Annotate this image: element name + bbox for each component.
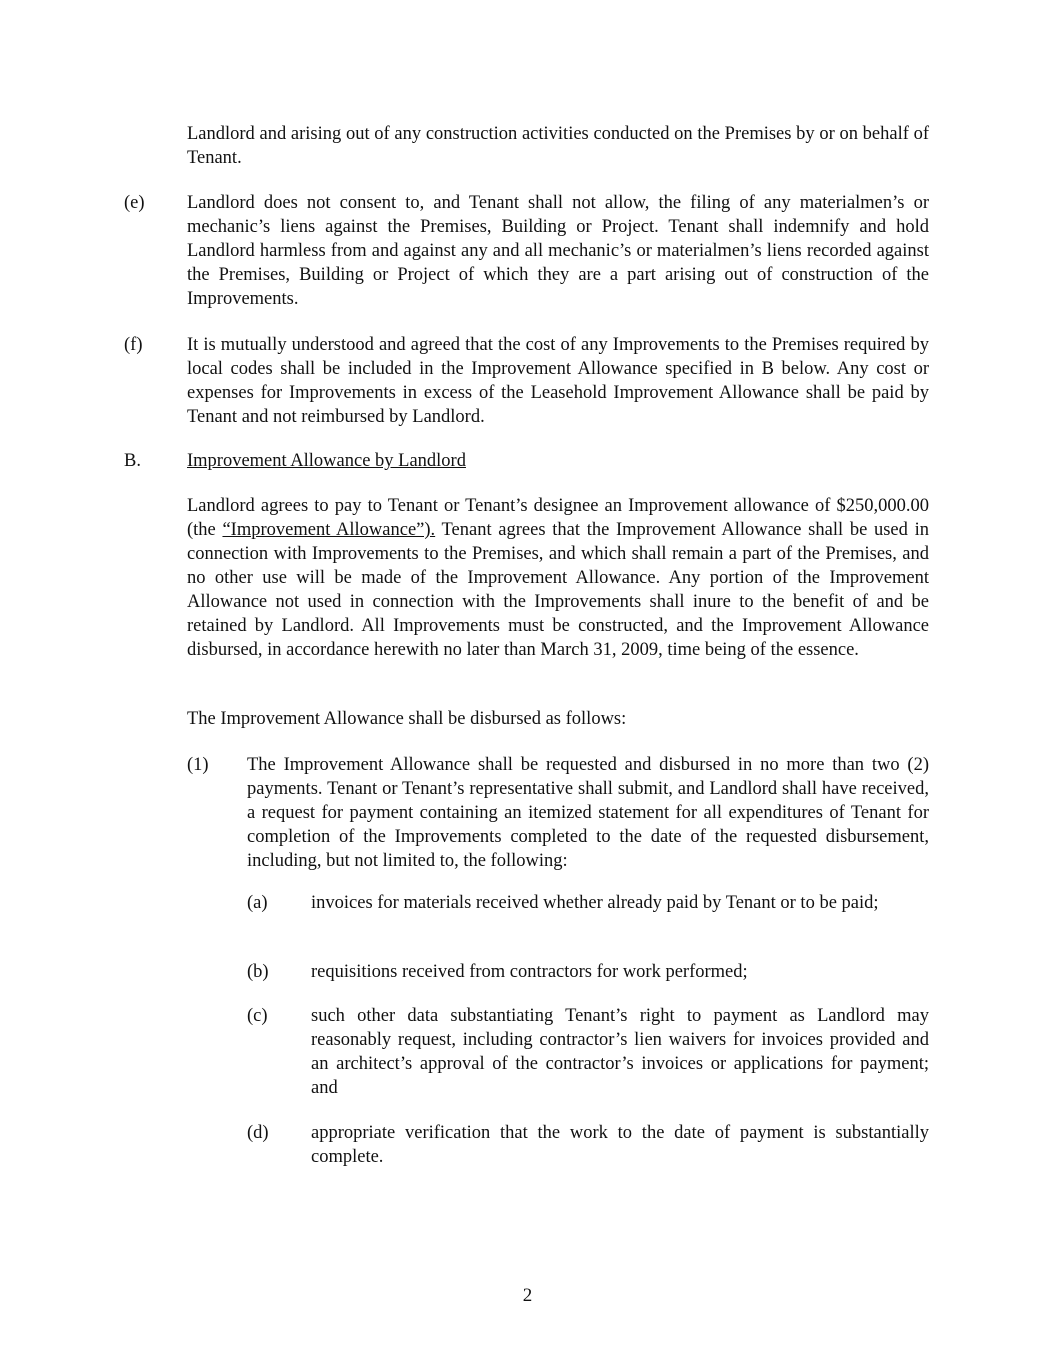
item-e-text: Landlord does not consent to, and Tenant shall not allow, the filing of any materialmen’s or mechanic’s liens against the Premises, Building or Project. Tenant shall indemnify and hold Landlord harmless from and against any and all mechanic’s or materialmen’s liens recorded against the Premises, Building or Project of which they are a part arising out of construction of the Improvements.	[187, 193, 929, 309]
sub-item-b-label: (b)	[247, 962, 269, 982]
allowance-paragraph-rest: Tenant agrees that the Improvement Allowance shall be used in connection with Improvements to the Premises, and which shall remain a part of the Premises, and no other use will be made of the Improvement Allowance. Any portion of the Improvement Allowance not used in connection with the Improvements shall inure to the benefit of and be retained by Landlord. All Improvements must be constructed, and the Improvement Allowance disbursed, in accordance herewith no later than March 31, 2009, time being of the essence.	[187, 520, 929, 660]
page-number: 2	[522, 1285, 533, 1306]
item-f-label: (f)	[124, 335, 143, 355]
section-b-heading: Improvement Allowance by Landlord	[187, 451, 466, 471]
item-e-label: (e)	[124, 193, 145, 213]
sub-item-c-label: (c)	[247, 1006, 268, 1026]
item-1-label: (1)	[187, 755, 209, 775]
sub-item-d-label: (d)	[247, 1123, 269, 1143]
sub-item-a-label: (a)	[247, 893, 268, 913]
item-1-text: The Improvement Allowance shall be requested and disbursed in no more than two (2) payments. Tenant or Tenant’s representative shall submit, and Landlord shall have received, a request for payment containing an itemized statement for all expenditures of Tenant for completion of the Improvements completed to the date of the requested disbursement, including, but not limited to, the following:	[247, 755, 929, 871]
sub-item-a-text: invoices for materials received whether already paid by Tenant or to be paid;	[311, 893, 879, 913]
item-f-text: It is mutually understood and agreed that the cost of any Improvements to the Premises required by local codes shall be included in the Improvement Allowance specified in B below. Any cost or expenses for Improvements in excess of the Leasehold Improvement Allowance shall be paid by Tenant and not reimbursed by Landlord.	[187, 335, 929, 427]
sub-item-b-text: requisitions received from contractors for work performed;	[311, 962, 748, 982]
allowance-paragraph-start: Landlord agrees to pay to Tenant or Tenant’s designee an Improvement allowance of $250,000.00 (the	[187, 496, 929, 540]
sub-item-c-text: such other data substantiating Tenant’s right to payment as Landlord may reasonably request, including contractor’s lien waivers for invoices provided and an architect’s approval of the contractor’s invoices or applications for payment; and	[311, 1006, 929, 1098]
section-b-label: B.	[124, 451, 141, 471]
continuation-paragraph: Landlord and arising out of any construction activities conducted on the Premises by or on behalf of Tenant.	[187, 124, 929, 168]
sub-item-d-text: appropriate verification that the work to the date of payment is substantially complete.	[311, 1123, 929, 1167]
disbursement-intro: The Improvement Allowance shall be disbursed as follows:	[187, 709, 627, 729]
allowance-paragraph	[187, 494, 929, 662]
defined-term-improvement-allowance: “Improvement Allowance”).	[222, 520, 436, 540]
